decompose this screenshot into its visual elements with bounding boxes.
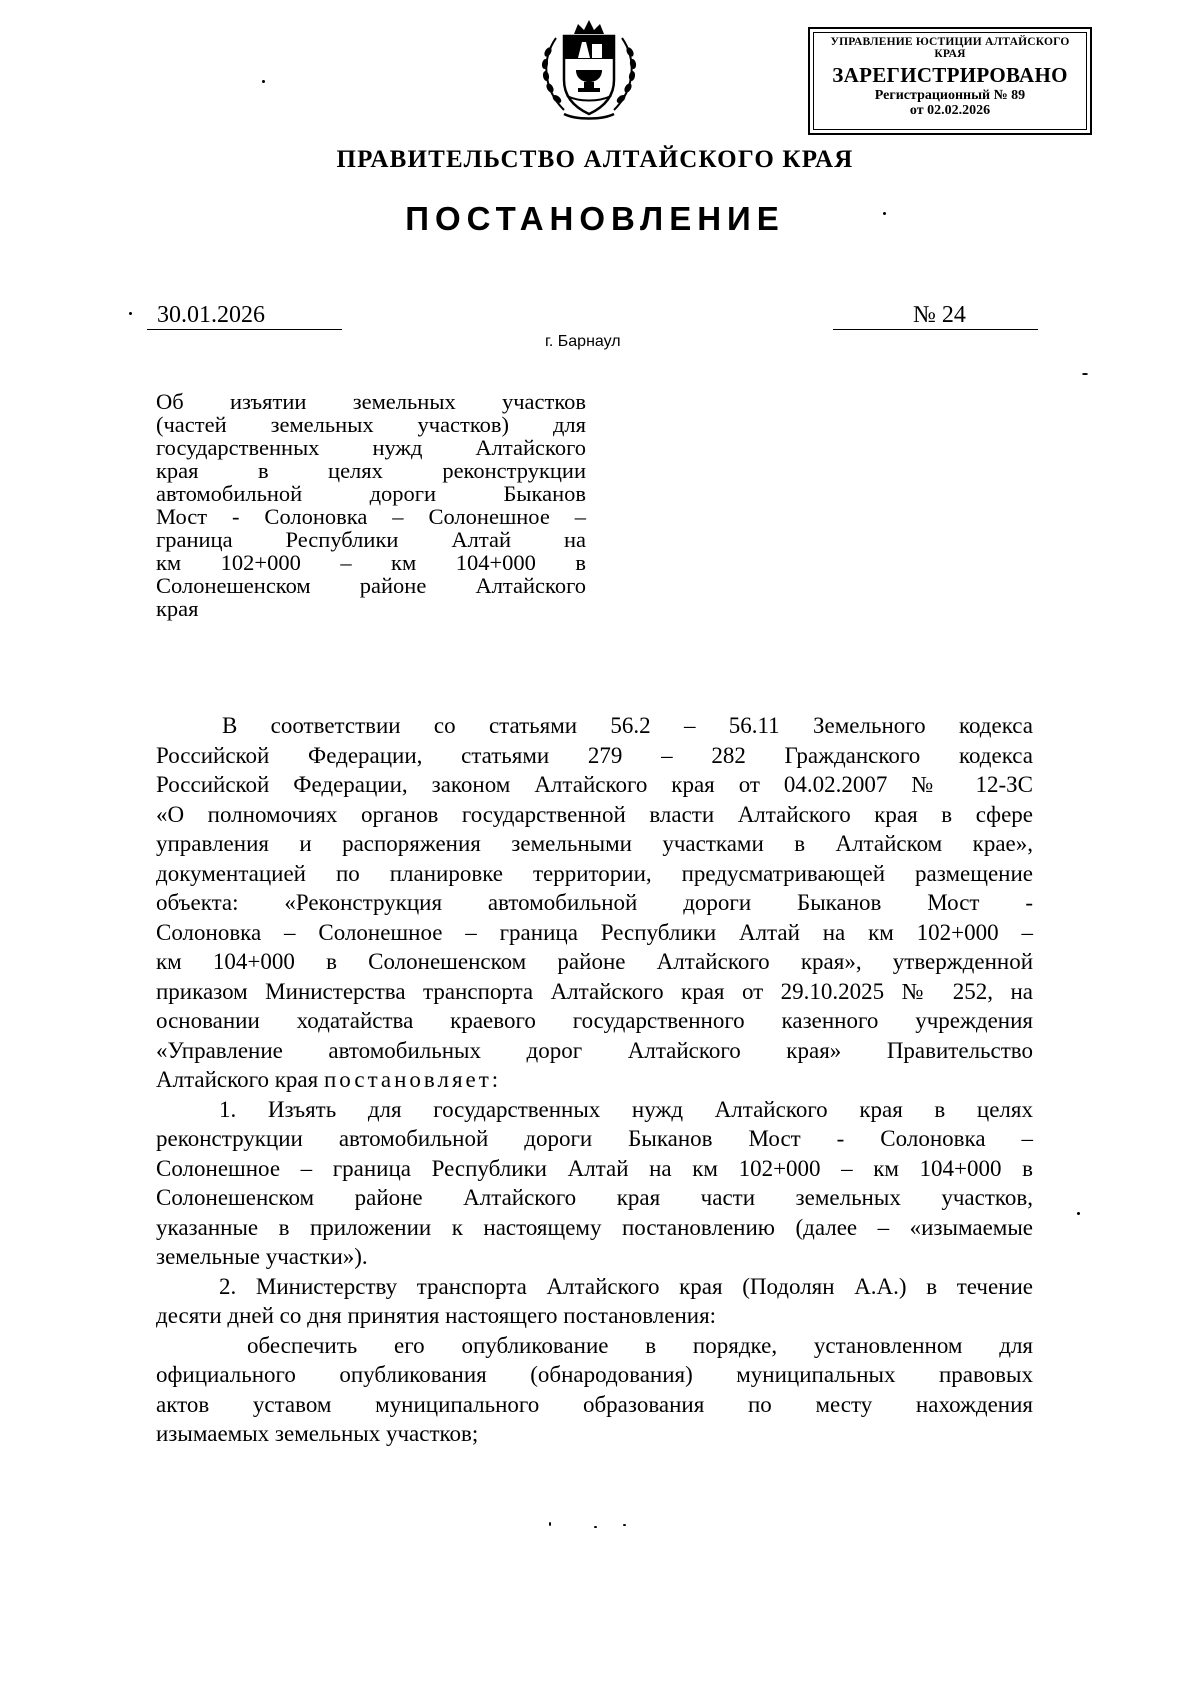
item-1-paragraph (156, 1095, 1033, 1272)
body-line: обеспечить его опубликование в порядке, установленном для (247, 1332, 1033, 1358)
subject-line: края в целях реконструкции (156, 458, 586, 483)
body-line: изымаемых земельных участков; (156, 1421, 479, 1446)
subject-line: государственных нужд Алтайского (156, 435, 586, 460)
stamp-organization: УПРАВЛЕНИЕ ЮСТИЦИИ АЛТАЙСКОГО КРАЯ (830, 36, 1070, 61)
scan-speck (1082, 373, 1088, 375)
government-title: ПРАВИТЕЛЬСТВО АЛТАЙСКОГО КРАЯ (336, 146, 854, 173)
coat-of-arms-emblem (534, 18, 644, 123)
body-line: 1. Изъять для государственных нужд Алтайского края в целях (219, 1096, 1033, 1122)
body-line: актов уставом муниципального образования по месту нахождения (156, 1391, 1033, 1417)
body-line: документацией по планировке территории, предусматривающей размещение (156, 860, 1033, 886)
body-line (156, 1065, 1033, 1095)
subject-line: км 102+000 – км 104+000 в (156, 550, 586, 575)
item-2-subparagraph (156, 1331, 1033, 1449)
body-line: Солонешное – граница Республики Алтай на км 102+000 – км 104+000 в (156, 1155, 1033, 1181)
subject-line: граница Республики Алтай на (156, 527, 586, 552)
scan-speck (1077, 1212, 1080, 1215)
scan-speck (883, 212, 886, 215)
body-line: «О полномочиях органов государственной власти Алтайского края в сфере (156, 801, 1033, 827)
body-line: указанные в приложении к настоящему постановлению (далее – «изымаемые (156, 1214, 1033, 1240)
scan-speck (594, 1526, 597, 1528)
body-line: основании ходатайства краевого государственного казенного учреждения (156, 1008, 1033, 1033)
body-line: официального опубликования (обнародования) муниципальных правовых (156, 1362, 1033, 1387)
document-number: № 24 (833, 301, 1038, 330)
body-line: объекта: «Реконструкция автомобильной дороги Быканов Мост - (156, 890, 1033, 915)
scan-speck (623, 1524, 626, 1526)
subject-line: (частей земельных участков) для (156, 412, 586, 437)
document-type-heading: ПОСТАНОВЛЕНИЕ (405, 200, 785, 237)
stamp-status: ЗАРЕГИСТРИРОВАНО (832, 63, 1068, 88)
registration-stamp (808, 27, 1092, 135)
stamp-registration-date: от 02.02.2026 (909, 102, 991, 118)
decree-word: постановляет: (323, 1067, 502, 1092)
body-line: десяти дней со дня принятия настоящего постановления: (156, 1303, 717, 1328)
body-line: «Управление автомобильных дорог Алтайского края» Правительство (156, 1037, 1033, 1063)
stamp-registration-number: Регистрационный № 89 (874, 88, 1026, 104)
item-2-paragraph (156, 1272, 1033, 1331)
scan-speck (129, 312, 132, 315)
subject-line: Об изъятии земельных участков (156, 389, 586, 414)
body-line: приказом Министерства транспорта Алтайского края от 29.10.2025 № 252, на (156, 978, 1033, 1004)
body-line: 2. Министерству транспорта Алтайского края (Подолян А.А.) в течение (219, 1273, 1033, 1299)
scan-speck (262, 80, 265, 83)
document-body (156, 711, 1033, 1449)
body-line: Солонешенском районе Алтайского края части земельных участков, (156, 1185, 1033, 1210)
subject-line: Солонешенском районе Алтайского (156, 573, 586, 598)
body-line: В соответствии со статьями 56.2 – 56.11 Земельного кодекса (222, 713, 1033, 738)
body-line: земельные участки»). (156, 1244, 368, 1269)
body-line: Российской Федерации, статьями 279 – 282 Гражданского кодекса (156, 742, 1033, 768)
subject-line: автомобильной дороги Быканов (156, 481, 586, 506)
body-line: реконструкции автомобильной дороги Быканов Мост - Солоновка – (156, 1126, 1033, 1151)
scan-speck (549, 1522, 551, 1526)
subject-line: края (156, 596, 199, 621)
document-date: 30.01.2026 (147, 301, 342, 330)
body-line: Солоновка – Солонешное – граница Республики Алтай на км 102+000 – (156, 919, 1033, 945)
body-line: Российской Федерации, законом Алтайского края от 04.02.2007 № 12-ЗС (156, 772, 1033, 797)
preamble-paragraph (156, 711, 1033, 1095)
document-subject (156, 390, 586, 620)
preamble-last-text: Алтайского края (156, 1067, 319, 1092)
document-city: г. Барнаул (545, 333, 621, 350)
body-line: управления и распоряжения земельными участками в Алтайском крае», (156, 831, 1033, 856)
subject-line: Мост - Солоновка – Солонешное – (156, 504, 586, 529)
body-line: км 104+000 в Солонешенском районе Алтайского края», утвержденной (156, 949, 1033, 974)
